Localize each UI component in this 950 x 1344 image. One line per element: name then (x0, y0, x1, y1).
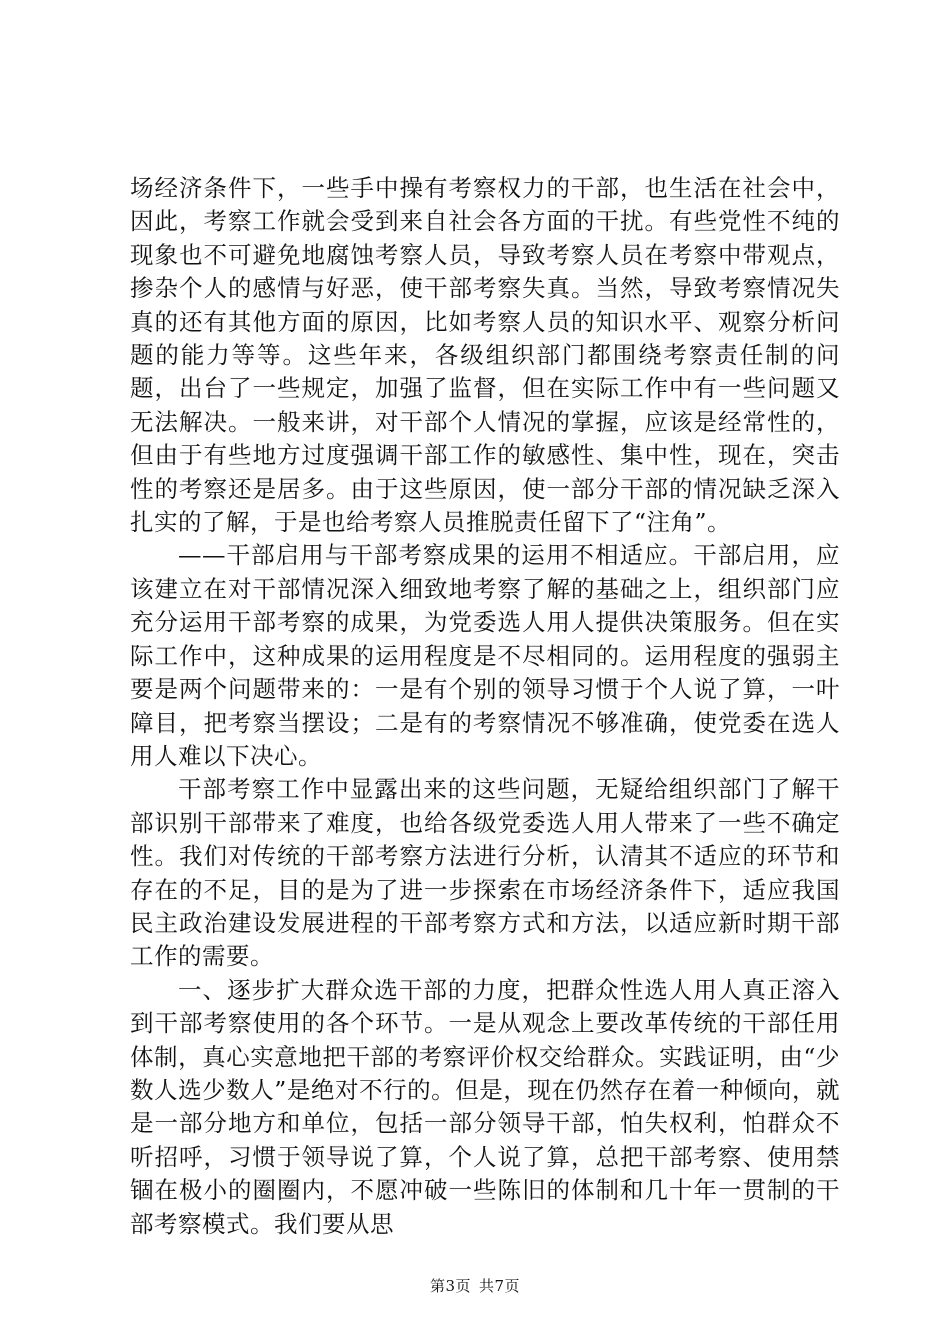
document-body (130, 172, 840, 1241)
page-footer (0, 1276, 950, 1296)
page-number: 第3页 (429, 1277, 471, 1295)
paragraph-2: ——干部启用与干部考察成果的运用不相适应。干部启用，应该建立在对干部情况深入细致地考察了解的基础之上，组织部门应充分运用干部考察的成果，为党委选人用人提供决策服务。但在实际工作中，这种成果的运用程度是不尽相同的。运用程度的强弱主要是两个问题带来的：一是有个别的领导习惯于个人说了算，一叶障目，把考察当摆设；二是有的考察情况不够准确，使党委在选人用人难以下决心。 (130, 541, 840, 770)
paragraph-3: 干部考察工作中显露出来的这些问题，无疑给组织部门了解干部识别干部带来了难度，也给各级党委选人用人带来了一些不确定性。我们对传统的干部考察方法进行分析，认清其不适应的环节和存在的不足，目的是为了进一步探索在市场经济条件下，适应我国民主政治建设发展进程的干部考察方式和方法，以适应新时期干部工作的需要。 (130, 775, 840, 971)
page-total: 共7页 (479, 1277, 521, 1295)
paragraph-1: 场经济条件下，一些手中操有考察权力的干部，也生活在社会中，因此，考察工作就会受到来自社会各方面的干扰。有些党性不纯的现象也不可避免地腐蚀考察人员，导致考察人员在考察中带观点，掺杂个人的感情与好恶，使干部考察失真。当然，导致考察情况失真的还有其他方面的原因，比如考察人员的知识水平、观察分析问题的能力等等。这些年来，各级组织部门都围绕考察责任制的问题，出台了一些规定，加强了监督，但在实际工作中有一些问题又无法解决。一般来讲，对干部个人情况的掌握，应该是经常性的，但由于有些地方过度强调干部工作的敏感性、集中性，现在，突击性的考察还是居多。由于这些原因，使一部分干部的情况缺乏深入扎实的了解，于是也给考察人员推脱责任留下了“注角”。 (130, 174, 840, 537)
paragraph-4: 一、逐步扩大群众选干部的力度，把群众性选人用人真正溶入到干部考察使用的各个环节。一是从观念上要改革传统的干部任用体制，真心实意地把干部的考察评价权交给群众。实践证明，由“少数人选少数人”是绝对不行的。但是，现在仍然存在着一种倾向，就是一部分地方和单位，包括一部分领导干部，怕失权利，怕群众不听招呼，习惯于领导说了算，个人说了算，总把干部考察、使用禁锢在极小的圈圈内，不愿冲破一些陈旧的体制和几十年一贯制的干部考察模式。我们要从思 (130, 975, 840, 1238)
